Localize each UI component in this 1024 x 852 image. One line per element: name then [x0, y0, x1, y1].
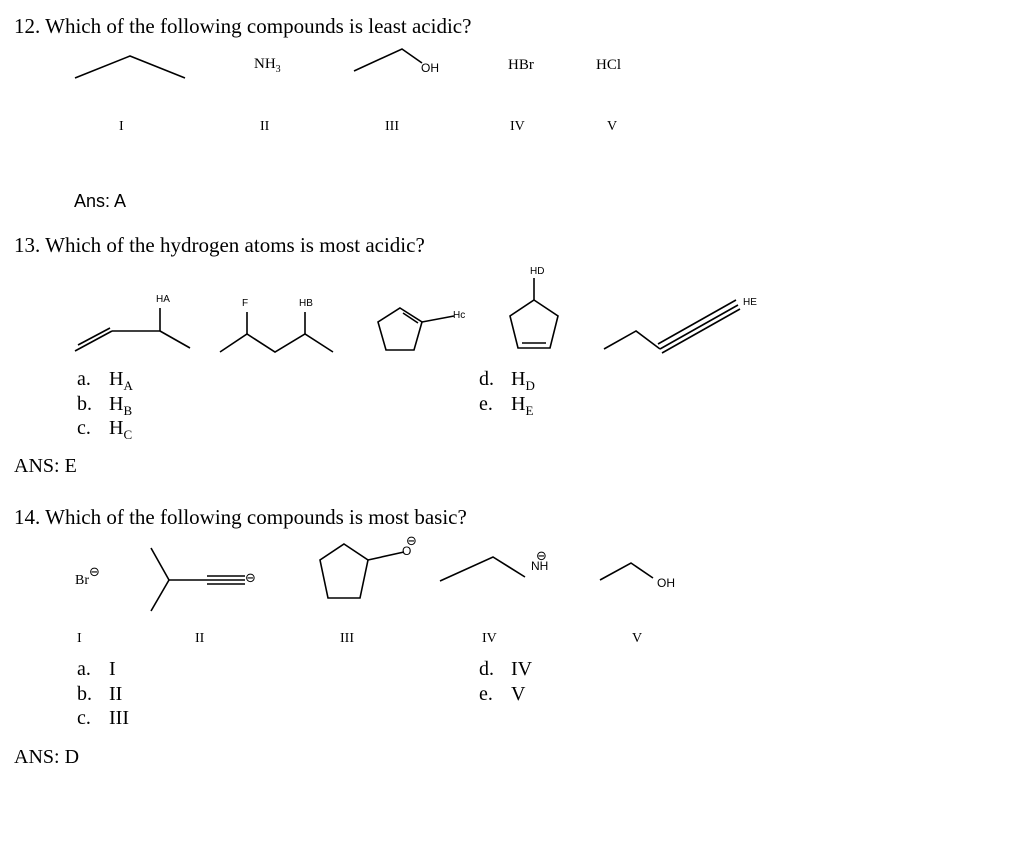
nh3-formula: $NH_3$: [254, 56, 281, 75]
bromide-charge: ⊖: [89, 564, 100, 579]
compound-number-II: II: [260, 119, 270, 134]
compound-number-I: I: [119, 119, 124, 134]
compound-number-I-14: I: [77, 631, 82, 646]
he-atom-label: HE: [743, 297, 757, 308]
hbr-formula: HBr: [508, 57, 534, 73]
option-14-a[interactable]: a. I: [77, 658, 116, 680]
answer-13: ANS: E: [14, 455, 77, 477]
amide-charge: ⊖: [536, 548, 547, 563]
alkynide-structure: [145, 543, 255, 618]
cyclopentene-hc-structure: [370, 300, 480, 360]
option-13-d[interactable]: d. $H_D$: [479, 368, 535, 393]
oxide-charge: ⊖: [406, 533, 417, 548]
compound-number-IV-14: IV: [482, 631, 497, 646]
cyclopentene-hd-structure: [500, 270, 570, 360]
compound-number-III-14: III: [340, 631, 354, 646]
hb-atom-label: HB: [299, 298, 313, 309]
compound-number-III: III: [385, 119, 399, 134]
bromide-label: Br: [75, 573, 89, 588]
compound-number-IV: IV: [510, 119, 525, 134]
question-13-text: 13. Which of the hydrogen atoms is most acidic?: [14, 233, 425, 257]
option-13-e[interactable]: e. $H_E$: [479, 393, 534, 418]
hcl-formula: HCl: [596, 57, 622, 73]
option-14-d[interactable]: d. IV: [479, 658, 533, 680]
answer-12: Ans: A: [74, 191, 127, 211]
question-14-text: 14. Which of the following compounds is most basic?: [14, 505, 467, 529]
ethanol-oh-label: OH: [421, 61, 439, 75]
option-13-c[interactable]: c. $H_C$: [77, 417, 133, 442]
compound-number-V-14: V: [632, 631, 643, 646]
option-14-b[interactable]: b. II: [77, 683, 123, 705]
option-14-c[interactable]: c. III: [77, 707, 129, 729]
amide-nh-label: NH: [531, 559, 549, 573]
hd-atom-label: HD: [530, 266, 545, 277]
alkynide-charge: ⊖: [245, 570, 256, 585]
option-14-e[interactable]: e. V: [479, 683, 526, 705]
compound-number-II-14: II: [195, 631, 205, 646]
option-13-a[interactable]: a. $H_A$: [77, 368, 133, 393]
answer-14: ANS: D: [14, 746, 80, 768]
hc-atom-label: Hc: [453, 310, 466, 321]
question-12-text: 12. Which of the following compounds is least acidic?: [14, 14, 472, 38]
propane-structure: [70, 50, 190, 90]
alkyne-structure: [598, 295, 758, 355]
butene-structure: [70, 300, 200, 360]
fluoro-alkane-structure: [215, 300, 345, 360]
ha-atom-label: HA: [156, 294, 170, 305]
ethanol-oh-label-14: OH: [657, 576, 675, 590]
fluorine-atom-label: F: [242, 298, 249, 309]
oxide-o-label: O: [402, 544, 412, 558]
compound-number-V: V: [607, 119, 618, 134]
amide-anion-structure: [435, 553, 535, 593]
option-13-b[interactable]: b. $H_B$: [77, 393, 133, 418]
cyclopentoxide-structure: [310, 540, 410, 605]
